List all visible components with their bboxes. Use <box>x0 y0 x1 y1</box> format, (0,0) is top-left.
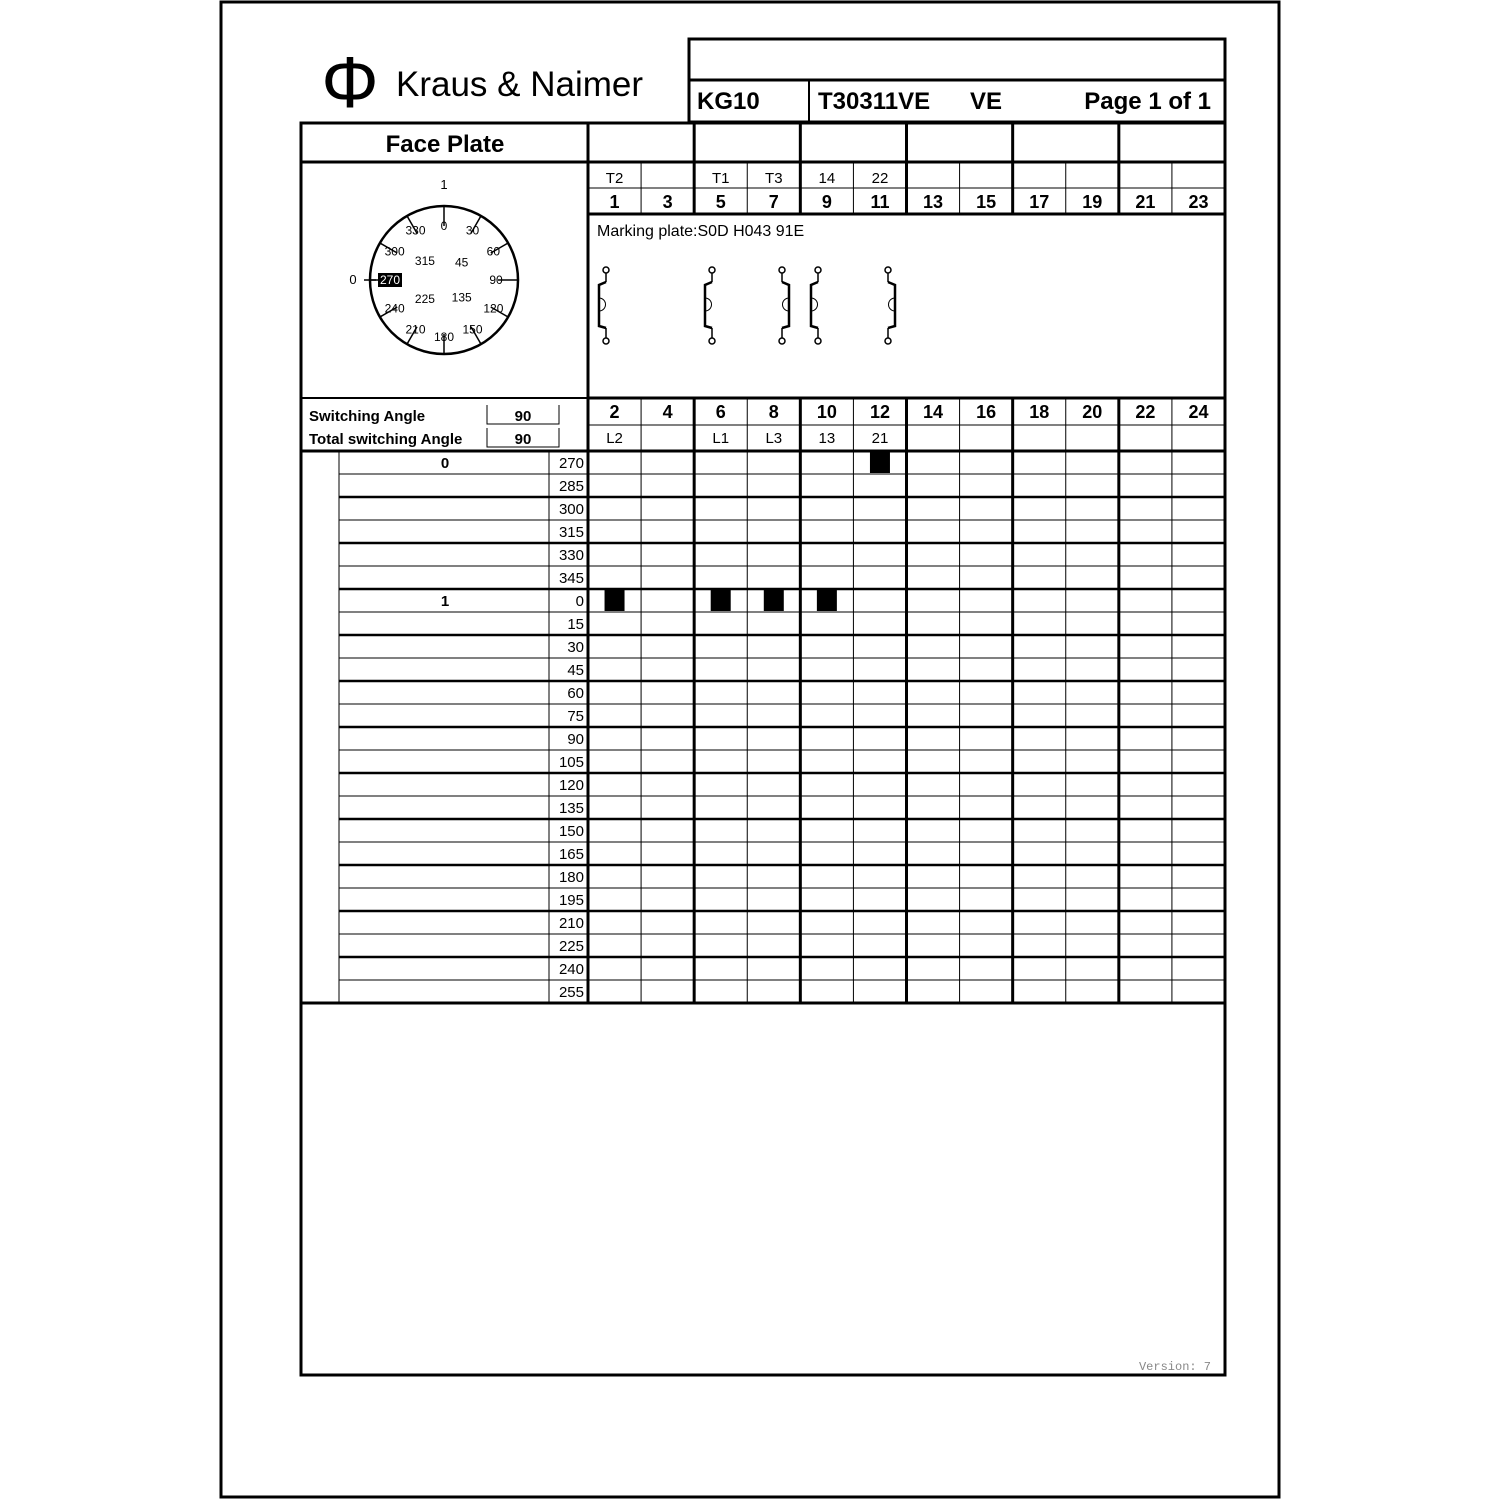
angle-value: 105 <box>558 754 584 771</box>
terminal-bottom-label: 21 <box>871 430 889 447</box>
position-mark-0: 0 <box>349 272 357 287</box>
dial-angle-label: 210 <box>405 322 426 337</box>
terminal-bottom-number: 20 <box>1082 402 1103 422</box>
angle-value: 270 <box>558 455 584 472</box>
angle-value: 60 <box>567 685 584 702</box>
terminal-bottom-label: 13 <box>818 430 836 447</box>
marking-plate-label: Marking plate:S0D H043 91E <box>597 223 805 240</box>
angle-value: 150 <box>558 823 584 840</box>
terminal-bottom-number: 18 <box>1029 402 1050 422</box>
table-row <box>559 570 584 587</box>
terminal-bottom-number: 2 <box>609 402 620 422</box>
face-plate-dial <box>364 206 518 354</box>
terminal-bottom-number: 8 <box>768 402 779 422</box>
contact-closed-mark <box>764 590 784 611</box>
table-row <box>559 984 584 1001</box>
variant-label: VE <box>970 88 1003 115</box>
position-mark-1: 1 <box>440 177 448 192</box>
table-row <box>559 823 584 840</box>
table-row <box>441 452 890 473</box>
terminal-bottom-label: L3 <box>765 430 783 447</box>
terminal-top-number: 11 <box>870 192 890 212</box>
terminal-bottom-number: 4 <box>662 402 673 422</box>
table-row <box>559 892 584 909</box>
contact-symbol-icon <box>705 267 715 344</box>
dial-angle-label: 90 <box>489 273 503 287</box>
terminal-top-number: 13 <box>923 192 944 212</box>
dial-angle-label: 240 <box>384 301 405 316</box>
contact-closed-mark <box>605 590 625 611</box>
angle-value: 330 <box>558 547 584 564</box>
table-row <box>559 915 584 932</box>
angle-value: 195 <box>558 892 584 909</box>
terminal-bottom-label: L1 <box>712 430 730 447</box>
terminal-top-number: 1 <box>609 192 620 212</box>
dial-angle-label: 30 <box>465 223 480 238</box>
terminal-top-number: 15 <box>976 192 997 212</box>
terminal-bottom-number: 24 <box>1188 402 1209 422</box>
terminal-bottom-number: 10 <box>816 402 837 422</box>
table-row <box>567 616 584 633</box>
terminal-top-label: 14 <box>818 170 836 187</box>
terminal-bottom-number: 16 <box>976 402 997 422</box>
angle-value: 45 <box>567 662 584 679</box>
dial-angle-label: 225 <box>414 292 435 307</box>
main-frame <box>301 123 1225 1375</box>
terminal-top-label: T1 <box>711 170 730 187</box>
table-row <box>567 685 584 702</box>
dial-angle-label: 270 <box>379 273 401 287</box>
table-row <box>567 731 584 748</box>
dial-angle-label: 180 <box>433 330 455 344</box>
contact-symbols <box>599 267 895 344</box>
contact-closed-mark <box>870 452 890 473</box>
angle-value: 15 <box>567 616 584 633</box>
brand-name: Kraus & Naimer <box>396 65 644 104</box>
terminal-top-label: 22 <box>871 170 889 187</box>
position-number: 1 <box>440 593 450 610</box>
angle-value: 285 <box>558 478 584 495</box>
dial-angle-label: 150 <box>462 322 483 337</box>
angle-value: 0 <box>575 593 584 610</box>
terminal-top-label: T3 <box>765 170 783 187</box>
page-number: Page 1 of 1 <box>1084 88 1211 115</box>
terminal-bottom-number: 12 <box>869 402 890 422</box>
angle-value: 165 <box>558 846 584 863</box>
switching-angle-label: Switching Angle <box>309 408 426 425</box>
table-row <box>567 639 584 656</box>
terminal-top-number: 23 <box>1188 192 1209 212</box>
switching-grid <box>301 123 1225 1003</box>
terminal-top-number: 7 <box>768 192 779 212</box>
brand-logo <box>321 43 643 123</box>
contact-symbol-icon <box>599 267 609 344</box>
phi-logo-icon: Φ <box>321 43 379 123</box>
angle-value: 315 <box>558 524 584 541</box>
terminal-top-number: 21 <box>1135 192 1156 212</box>
table-row <box>567 708 584 725</box>
dial-angle-label: 120 <box>483 301 504 316</box>
dial-angle-label: 300 <box>384 244 405 259</box>
terminal-top-number: 19 <box>1082 192 1103 212</box>
angle-value: 225 <box>558 938 584 955</box>
angle-value: 210 <box>558 915 584 932</box>
angle-value: 120 <box>558 777 584 794</box>
face-plate-title: Face Plate <box>385 131 505 158</box>
version-label: Version: 7 <box>1138 1360 1211 1374</box>
table-row <box>559 501 584 518</box>
table-row <box>559 961 584 978</box>
angle-value: 345 <box>558 570 584 587</box>
terminal-top-number: 9 <box>821 192 832 212</box>
table-row <box>441 590 837 611</box>
dial-angle-label: 45 <box>454 255 469 270</box>
terminal-bottom-label: L2 <box>606 430 623 447</box>
contact-symbol-icon <box>885 267 895 344</box>
angle-value: 300 <box>558 501 584 518</box>
model-label: KG10 <box>697 88 760 115</box>
terminal-bottom-number: 14 <box>923 402 944 422</box>
dial-angle-label: 315 <box>414 253 435 268</box>
terminal-top-number: 5 <box>715 192 726 212</box>
table-row <box>567 662 584 679</box>
terminal-top-label: T2 <box>605 170 624 187</box>
table-row <box>559 800 584 817</box>
table-row <box>559 478 584 495</box>
angle-value: 240 <box>558 961 584 978</box>
dial-angle-label: 60 <box>486 244 501 259</box>
terminal-top-number: 3 <box>662 192 673 212</box>
contact-closed-mark <box>711 590 731 611</box>
total-switching-angle-label: Total switching Angle <box>309 431 463 448</box>
terminal-bottom-number: 22 <box>1135 402 1156 422</box>
angle-value: 90 <box>567 731 584 748</box>
switching-angle-value: 90 <box>514 408 532 425</box>
dial-angle-label: 330 <box>405 223 426 238</box>
angle-value: 255 <box>558 984 584 1001</box>
position-number: 0 <box>440 455 450 472</box>
terminal-top-number: 17 <box>1029 192 1050 212</box>
table-row <box>559 547 584 564</box>
angle-value: 135 <box>558 800 584 817</box>
contact-symbol-icon <box>779 267 789 344</box>
table-row <box>559 777 584 794</box>
angle-value: 75 <box>567 708 584 725</box>
table-row <box>559 524 584 541</box>
table-row <box>559 869 584 886</box>
total-switching-angle-value: 90 <box>514 431 532 448</box>
table-row <box>559 754 584 771</box>
code-label: T30311VE <box>818 88 931 115</box>
angle-value: 30 <box>567 639 584 656</box>
dial-angle-label: 0 <box>440 219 448 233</box>
angle-value: 180 <box>558 869 584 886</box>
contact-closed-mark <box>817 590 837 611</box>
table-row <box>559 938 584 955</box>
terminal-bottom-number: 6 <box>715 402 726 422</box>
dial-angle-label: 135 <box>451 290 472 305</box>
contact-symbol-icon <box>811 267 821 344</box>
table-row <box>559 846 584 863</box>
